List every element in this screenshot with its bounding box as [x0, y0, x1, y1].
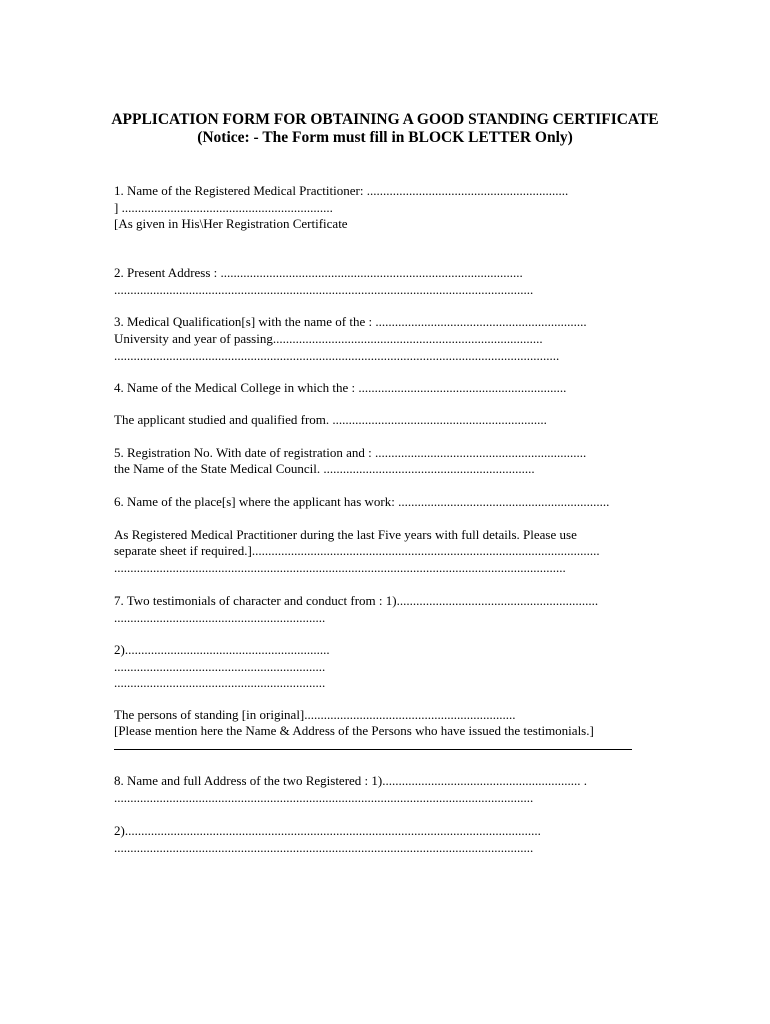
persons-of-standing-rule [114, 749, 632, 750]
item-2-present-address-line: 2. Present Address : ............................................................................................. [114, 265, 523, 280]
item-3-university-line: University and year of passing................................................................................... [114, 331, 543, 346]
item-5-state-council-line: the Name of the State Medical Council. ................................................................. [114, 461, 535, 476]
item-3-continuation-line: ......................................................................................................................................... [114, 348, 560, 363]
item-6-separate-sheet-line: separate sheet if required.]........................................................................................................... [114, 543, 600, 558]
item-4-studied-line: The applicant studied and qualified from. .................................................................. [114, 412, 547, 427]
item-3-qualification-line: 3. Medical Qualification[s] with the name of the : ................................................................. [114, 314, 587, 329]
item-8-registered-2-continuation: ................................................................................................................................. [114, 840, 534, 855]
item-1-continuation-line: ] ................................................................. [114, 200, 333, 215]
form-notice: (Notice: - The Form must fill in BLOCK LETTER Only) [197, 129, 573, 146]
item-7-testimonial-2-line: 2)............................................................... [114, 642, 330, 657]
item-6-place-of-work-line: 6. Name of the place[s] where the applicant has work: ................................................................. [114, 494, 610, 509]
item-6-continuation-line: ........................................................................................................................................... [114, 560, 566, 575]
item-8-registered-1-continuation: ................................................................................................................................. [114, 790, 534, 805]
item-6-details-line: As Registered Medical Practitioner during the last Five years with full details. Please use [114, 527, 577, 542]
item-7-testimonial-2-continuation-b: ................................................................. [114, 675, 326, 690]
item-2-continuation-line: ................................................................................................................................. [114, 282, 534, 297]
item-7-testimonial-1-continuation: ................................................................. [114, 610, 326, 625]
form-title: APPLICATION FORM FOR OBTAINING A GOOD STANDING CERTIFICATE [111, 111, 659, 128]
persons-of-standing-instruction: [Please mention here the Name & Address of the Persons who have issued the testimonials.] [114, 723, 594, 738]
item-1-note: [As given in His\Her Registration Certificate [114, 216, 348, 231]
item-4-medical-college-line: 4. Name of the Medical College in which the : ................................................................ [114, 380, 567, 395]
item-7-testimonial-2-continuation-a: ................................................................. [114, 659, 326, 674]
item-5-registration-line: 5. Registration No. With date of registration and : ................................................................. [114, 445, 587, 460]
item-8-registered-1-line: 8. Name and full Address of the two Registered : 1)............................................................. . [114, 773, 587, 788]
persons-of-standing-line: The persons of standing [in original]................................................................. [114, 707, 516, 722]
item-7-testimonial-1-line: 7. Two testimonials of character and conduct from : 1).............................................................. [114, 593, 599, 608]
item-1-practitioner-name-line: 1. Name of the Registered Medical Practitioner: .............................................................. [114, 183, 569, 198]
item-8-registered-2-line: 2)................................................................................................................................ [114, 823, 541, 838]
